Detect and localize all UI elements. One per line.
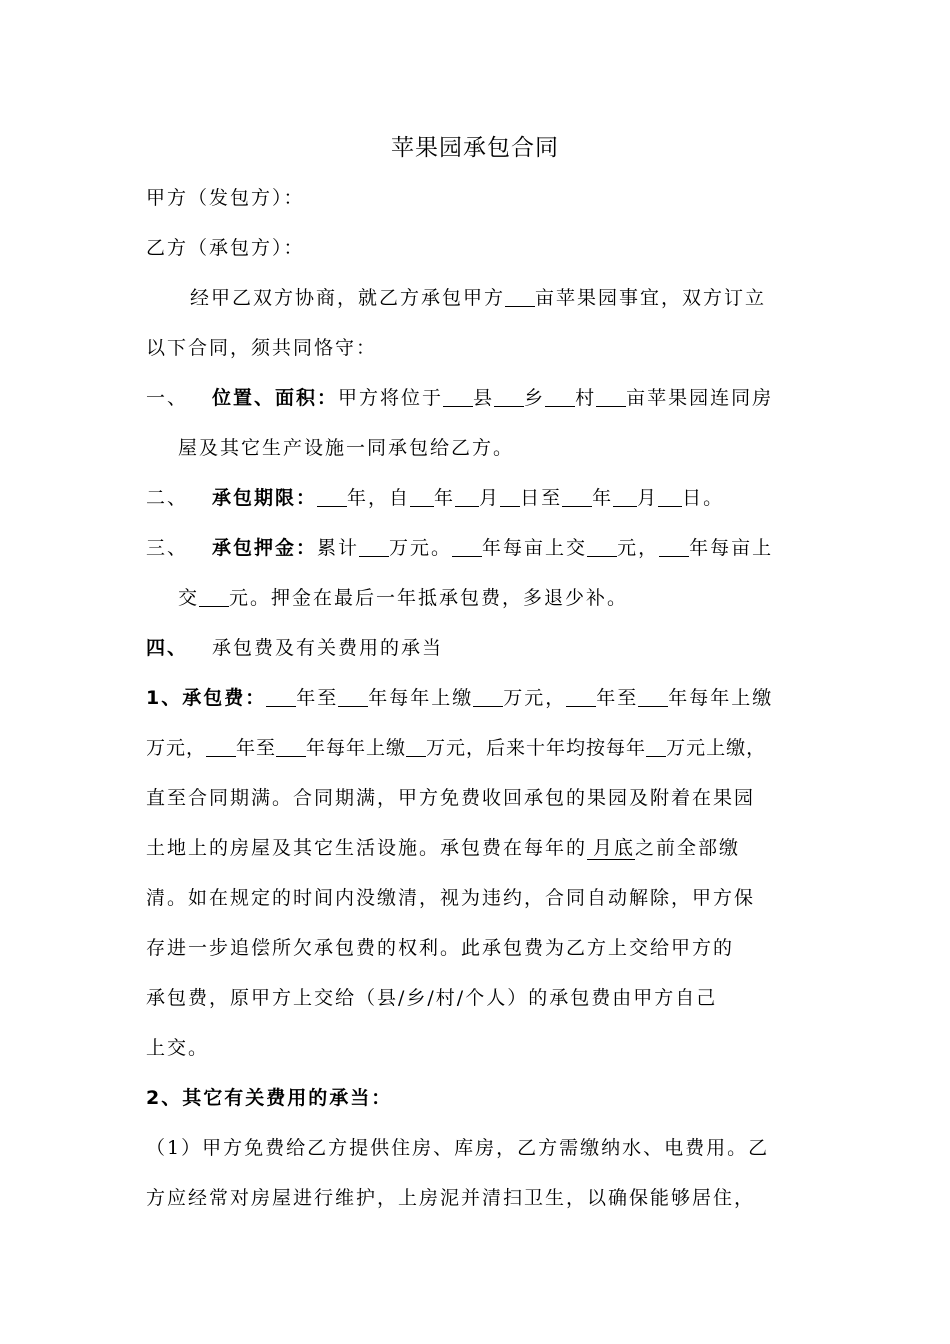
section-1-text: 甲方将位于 [338, 387, 444, 409]
blank-field [359, 534, 389, 557]
blank-field [494, 384, 524, 407]
fee-text: 万元， [146, 737, 207, 759]
section-2-text: 日。 [682, 487, 725, 509]
blank-field [659, 534, 689, 557]
section-1-number: 一、 [146, 387, 189, 409]
blank-field [443, 384, 473, 407]
section-4-number: 四、 [146, 637, 189, 659]
section-1-line-1 [146, 383, 773, 413]
blank-field [338, 684, 368, 707]
section-3-text: 年每亩上交 [482, 537, 588, 559]
blank-field [455, 484, 479, 507]
section-1-text: 村 [575, 387, 597, 409]
blank-field [317, 484, 347, 507]
fee-line-5: 清。如在规定的时间内没缴清，视为违约，合同自动解除，甲方保 [146, 887, 756, 909]
section-1-heading: 位置、面积： [212, 387, 339, 409]
section-1-text: 县 [473, 387, 495, 409]
blank-field [452, 534, 482, 557]
fee-text: 年至 [236, 737, 277, 759]
other-fees-line-2: 方应经常对房屋进行维护，上房泥并清扫卫生，以确保能够居住， [146, 1187, 756, 1209]
fee-line-6: 存进一步追偿所欠承包费的权利。此承包费为乙方上交给甲方的 [146, 937, 735, 959]
blank-field [587, 534, 617, 557]
section-2-text: 年 [592, 487, 614, 509]
section-1-line-2: 屋及其它生产设施一同承包给乙方。 [178, 437, 515, 459]
section-2-text: 年，自 [347, 487, 411, 509]
document-title: 苹果园承包合同 [391, 135, 559, 161]
party-b-line: 乙方（承包方）： [146, 237, 305, 259]
blank-field [562, 484, 592, 507]
fee-line-1 [146, 683, 773, 713]
fee-line-4 [146, 833, 740, 863]
blank-field [410, 484, 434, 507]
section-3-text: 万元。 [389, 537, 453, 559]
fee-text: 土地上的房屋及其它生活设施。承包费在每年的 [146, 837, 588, 859]
fee-text: 年至 [596, 687, 639, 709]
blank-field [199, 584, 229, 607]
deadline-underlined: 月底 [587, 837, 635, 860]
section-2-text: 日至 [520, 487, 563, 509]
fee-text: 年每年上缴 [668, 687, 774, 709]
fee-text: 万元，后来十年均按每年 [426, 737, 647, 759]
section-1-text: 乡 [524, 387, 546, 409]
section-2-line [146, 483, 724, 513]
blank-field [638, 684, 668, 707]
fee-line-8: 上交。 [146, 1037, 210, 1059]
section-3-heading: 承包押金： [212, 537, 318, 559]
section-2-number: 二、 [146, 487, 189, 509]
blank-field [566, 684, 596, 707]
section-3-text: 元。押金在最后一年抵承包费，多退少补。 [229, 587, 629, 609]
section-3-text: 年每亩上 [689, 537, 774, 559]
section-4-heading: 承包费及有关费用的承当 [212, 637, 444, 659]
section-2-text: 年 [434, 487, 456, 509]
fee-heading: 1、承包费： [146, 687, 267, 709]
section-2-text: 月 [479, 487, 501, 509]
section-1-text: 亩苹果园连同房 [626, 387, 774, 409]
section-3-number: 三、 [146, 537, 189, 559]
blank-field [596, 384, 626, 407]
other-fees-heading: 2、其它有关费用的承当： [146, 1087, 393, 1109]
section-3-text: 元， [617, 537, 660, 559]
fee-text: 年每年上缴 [306, 737, 407, 759]
blank-field [473, 684, 503, 707]
fee-text: 万元上缴， [666, 737, 767, 759]
fee-text: 万元， [503, 687, 567, 709]
section-2-text: 月 [637, 487, 659, 509]
blank-field [276, 734, 306, 757]
blank-field [658, 484, 682, 507]
blank-field [266, 684, 296, 707]
fee-text: 年至 [296, 687, 339, 709]
party-a-line: 甲方（发包方）： [146, 187, 305, 209]
intro-text-2: 亩苹果园事宜，双方订立 [535, 287, 767, 309]
intro-line-1 [190, 283, 766, 313]
other-fees-line-1: （1）甲方免费给乙方提供住房、库房，乙方需缴纳水、电费用。乙 [146, 1137, 770, 1159]
blank-field [406, 734, 426, 757]
fee-text: 年每年上缴 [368, 687, 474, 709]
blank-field [613, 484, 637, 507]
fee-line-3: 直至合同期满。合同期满，甲方免费收回承包的果园及附着在果园 [146, 787, 756, 809]
section-4-line [146, 633, 443, 663]
section-3-line-2 [178, 583, 628, 613]
section-3-text: 累计 [317, 537, 360, 559]
section-2-heading: 承包期限： [212, 487, 318, 509]
blank-field [545, 384, 575, 407]
section-3-line-1 [146, 533, 773, 563]
fee-line-7: 承包费，原甲方上交给（县/乡/村/个人）的承包费由甲方自己 [146, 987, 718, 1009]
intro-line-2: 以下合同，须共同恪守： [146, 337, 378, 359]
blank-field [500, 484, 520, 507]
section-3-text: 交 [178, 587, 200, 609]
blank-field [505, 284, 535, 307]
blank-field [206, 734, 236, 757]
fee-text: 之前全部缴 [635, 837, 741, 859]
blank-field [646, 734, 666, 757]
fee-line-2 [146, 733, 766, 763]
intro-text-1: 经甲乙双方协商，就乙方承包甲方 [190, 287, 506, 309]
